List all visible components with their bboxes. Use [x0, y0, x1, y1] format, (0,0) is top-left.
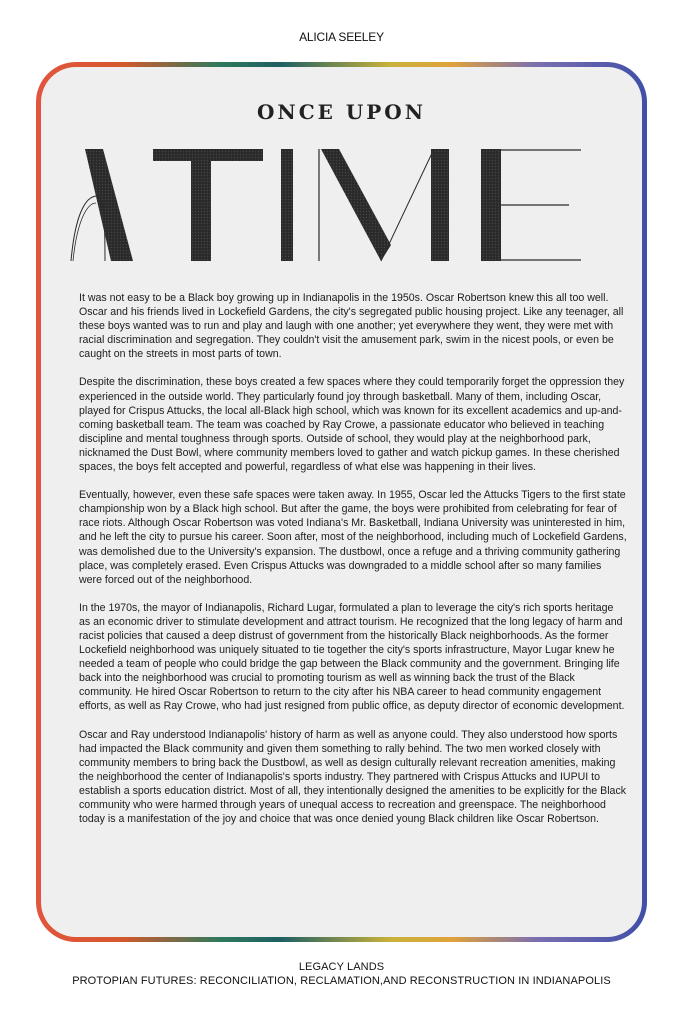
footer-title: LEGACY LANDS [298, 961, 385, 973]
title-main-text: A TIME [341, 269, 345, 270]
paragraph-1: It was not easy to be a Black boy growing up in Indianapolis in the 1950s. Oscar Robertson knew this all too well. Oscar and his friends lived in Lockefield Gardens, the city's segregated public housing project. Like any teenager, all these boys wanted was to run and play and laugh with one another; yet everywhere they went, they were met with racial discrimination and segregation. They couldn't visit the amusement park, swim in the nicest pools, or even be caught on the streets in most parts of town. [79, 292, 624, 361]
paragraph-3: Eventually, however, even these safe spaces were taken away. In 1955, Oscar led the Attucks Tigers to the first state championship won by a Black high school. But after the game, the boys were prohibited from celebrating for fear of race riots. Although Oscar Robertson was voted Indiana's Mr. Basketball, Indiana University was uninterested in him, and he left the city to pursue his career. Soon after, most of the neighborhood, including much of Lockefield Gardens, was demolished due to the University's expansion. The dustbowl, once a refuge and a thriving community gathering place, was completely erased. Even Crispus Attucks was downgraded to a middle school after so many families were forced out of the neighborhood. [79, 489, 627, 586]
story-panel [41, 67, 642, 937]
title-letter-t [153, 149, 263, 261]
footer-subtitle: PROTOPIAN FUTURES: RECONCILIATION, RECLAMATION,AND RECONSTRUCTION IN INDIANAPOLIS [72, 975, 611, 987]
title-letter-m [319, 149, 449, 261]
story-body [79, 291, 627, 840]
story-frame [36, 62, 647, 942]
title-letter-e [481, 149, 581, 261]
title-kicker: ONCE UPON [256, 100, 426, 124]
paragraph-4: In the 1970s, the mayor of Indianapolis, Richard Lugar, formulated a plan to leverage the city's rich sports heritage as an economic driver to stimulate development and attract tourism. He recognized that the long legacy of harm and racist policies that caused a deep distrust of government from the historically Black neighborhoods. As the former Lockefield neighborhood was uniquely situated to tie together the city's sports infrastructure, Mayor Lugar knew he needed a team of people who could bridge the gap between the Black community and the government. Bringing life back into the neighborhood was crucial to promoting tourism as well as winning back the trust of the Black community. He hired Oscar Robertson to return to the city after his NBA career to head community engagement efforts, as well as Ray Crowe, who had just resigned from public office, as deputy director of economic development. [79, 601, 625, 713]
paragraph-2: Despite the discrimination, these boys created a few spaces where they could temporarily forget the oppression they experienced in the outside world. They particularly found joy through basketball. Many of them, including Oscar, played for Crispus Attucks, the local all-Black high school, which was known for its excellent academics and up-and-coming basketball team. The team was coached by Ray Crowe, a passionate educator who believed in teaching discipline and mental toughness through sports. Outside of school, they would play at the neighborhood park, nicknamed the Dust Bowl, where community members loved to gather and watch pickup games. In these cherished spaces, the boys felt accepted and powerful, regardless of what else was happening in their lives. [79, 376, 625, 474]
author-name: ALICIA SEELEY [299, 30, 384, 44]
title-letter-a [71, 149, 133, 261]
title-letter-i [281, 149, 293, 261]
paragraph-5: Oscar and Ray understood Indianapolis' history of harm as well as anyone could. They also understood how sports had impacted the Black community and given them something to rally behind. The two men worked closely with community members to bring back the Dustbowl, as well as design culturally relevant recreation amenities, making the neighborhood the center of Indianapolis's sports industry. They partnered with Crispus Attucks and IUPUI to establish a sports education district. Most of all, they intentionally designed the amenities to be explicitly for the Black community who were harmed through years of unequal access to recreation and greenspace. The neighborhood today is a manifestation of the joy and choice that was once denied young Black children like Oscar Robertson. [79, 728, 627, 826]
title-main [41, 141, 642, 271]
